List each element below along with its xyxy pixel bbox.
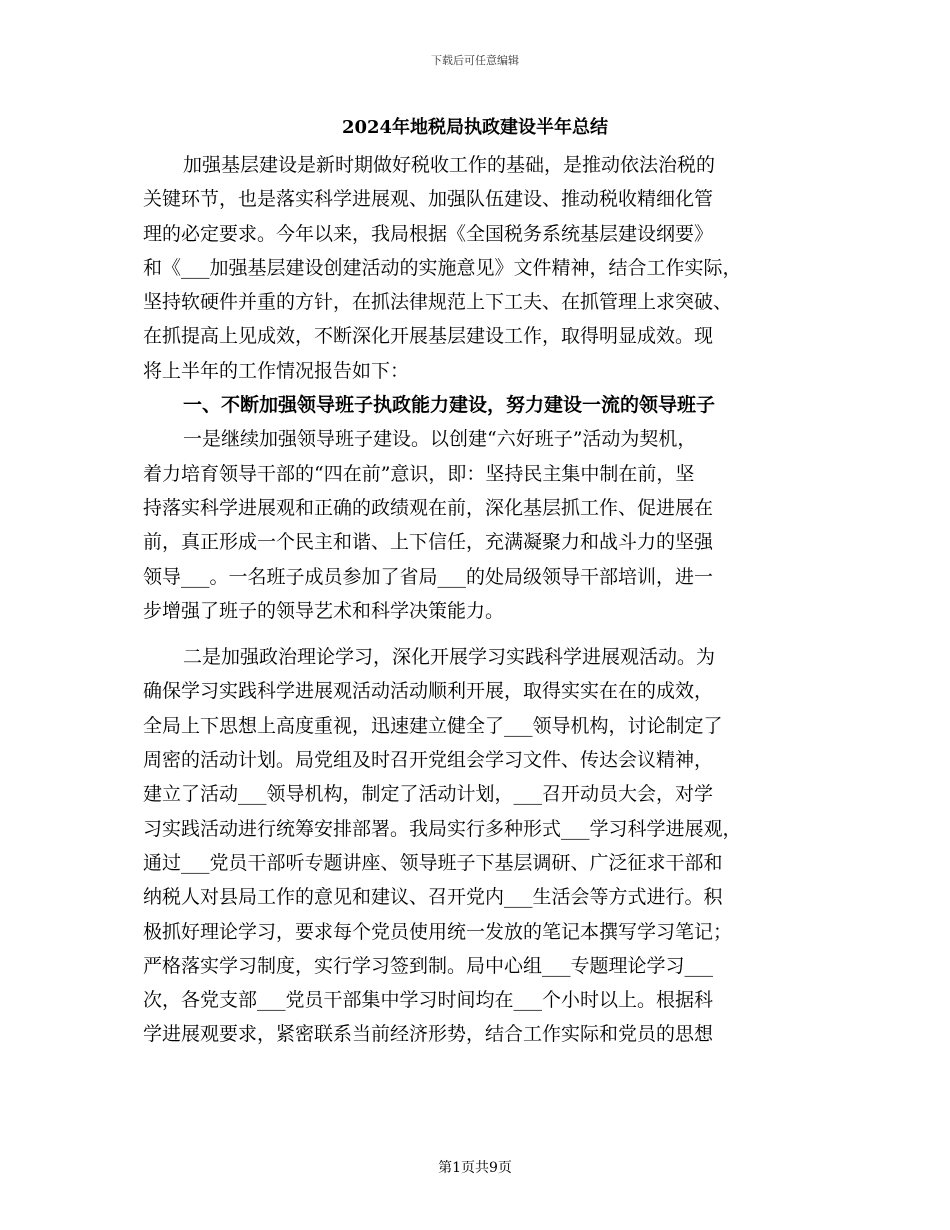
paragraph-intro [143, 148, 808, 388]
paragraph-theory-study [143, 640, 808, 1052]
text-line: 学进展观要求，紧密联系当前经济形势，结合工作实际和党员的思想 [143, 1023, 714, 1046]
text-line: 坚持软硬件并重的方针，在抓法律规范上下工夫、在抓管理上求突破、 [143, 291, 733, 314]
text-line: 领导___。一名班子成员参加了省局___的处局级领导干部培训，进一 [143, 565, 714, 588]
text-line: 着力培育领导干部的“四在前”意识，即：坚持民主集中制在前，坚 [143, 462, 695, 485]
text-line: 次，各党支部___党员干部集中学习时间均在___个小时以上。根据科 [143, 989, 714, 1012]
text-line: 一是继续加强领导班子建设。以创建“六好班子”活动为契机， [183, 428, 697, 451]
page-number: 第1页共9页 [438, 1160, 512, 1176]
text-line: 习实践活动进行统筹安排部署。我局实行多种形式___学习科学进展观， [143, 817, 742, 840]
text-line: 纳税人对县局工作的意见和建议、召开党内___生活会等方式进行。积 [143, 886, 723, 909]
text-line: 全局上下思想上高度重视，迅速建立健全了___领导机构，讨论制定了 [143, 714, 723, 737]
text-line: 步增强了班子的领导艺术和科学决策能力。 [143, 599, 505, 622]
text-line: 前，真正形成一个民主和谐、上下信任，充满凝聚力和战斗力的坚强 [143, 531, 714, 554]
text-line: 建立了活动___领导机构，制定了活动计划，___召开动员大会，对学 [143, 783, 714, 806]
text-line: 和《___加强基层建设创建活动的实施意见》文件精神，结合工作实际， [143, 256, 742, 279]
paragraph-gap [143, 628, 808, 640]
section-heading: 一、不断加强领导班子执政能力建设，努力建设一流的领导班子 [183, 394, 716, 417]
text-line: 二是加强政治理论学习，深化开展学习实践科学进展观活动。为 [183, 646, 716, 669]
text-line: 确保学习实践科学进展观活动活动顺利开展，取得实实在在的成效， [143, 680, 714, 703]
text-line: 在抓提高上见成效，不断深化开展基层建设工作，取得明显成效。现 [143, 325, 714, 348]
text-line: 通过___党员干部听专题讲座、领导班子下基层调研、广泛征求干部和 [143, 851, 723, 874]
text-line: 周密的活动计划。局党组及时召开党组会学习文件、传达会议精神， [143, 749, 714, 772]
page-header-note: 下载后可任意编辑 [431, 54, 519, 67]
text-line: 严格落实学习制度，实行学习签到制。局中心组___专题理论学习___ [143, 954, 714, 977]
text-line: 关键环节，也是落实科学进展观、加强队伍建设、推动税收精细化管 [143, 188, 714, 211]
paragraph-leadership [143, 422, 808, 628]
text-line: 加强基层建设是新时期做好税收工作的基础，是推动依法治税的 [183, 154, 716, 176]
text-line: 极抓好理论学习，要求每个党员使用统一发放的笔记本撰写学习笔记； [143, 920, 733, 943]
text-line: 将上半年的工作情况报告如下： [143, 359, 410, 382]
document-title: 2024年地税局执政建设半年总结 [341, 117, 609, 138]
text-line: 持落实科学进展观和正确的政绩观在前，深化基层抓工作、促进展在 [143, 496, 714, 519]
document-body [143, 148, 808, 1052]
text-line: 理的必定要求。今年以来，我局根据《全国税务系统基层建设纲要》 [143, 222, 714, 245]
